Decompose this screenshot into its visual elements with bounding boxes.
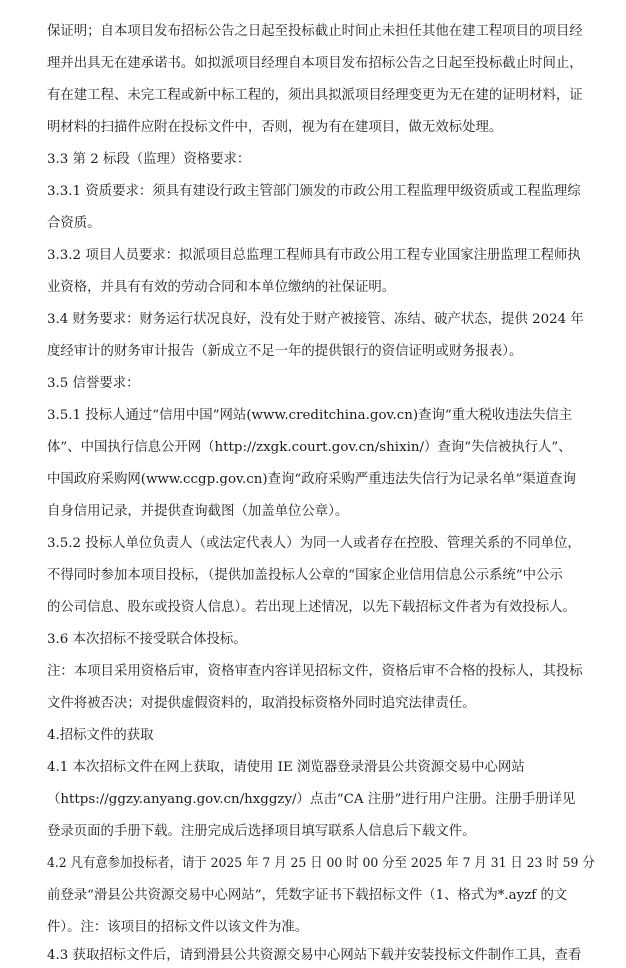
text-line: 3.3.2 项目人员要求：拟派项目总监理工程师具有市政公用工程专业国家注册监理工程师执 xyxy=(47,248,581,263)
note-line: 注：本项目采用资格后审，资格审查内容详见招标文件，资格后审不合格的投标人，其投标 xyxy=(47,664,583,679)
text-line: 中国政府采购网(www.ccgp.gov.cn)查询“政府采购严重违法失信行为记录名单”渠道查询 xyxy=(47,472,576,487)
text-line: 合资质。 xyxy=(47,216,101,231)
text-line: 前登录“滑县公共资源交易中心网站”，凭数字证书下载招标文件（1、格式为*.ayzf 的文 xyxy=(47,888,568,903)
url-line: （https://ggzy.anyang.gov.cn/hxggzy/）点击“CA 注册”进行用户注册。注册手册详见 xyxy=(47,792,576,807)
text-line: 不得同时参加本项目投标，（提供加盖投标人公章的“国家企业信用信息公示系统”中公示 xyxy=(47,568,563,583)
text-line: 保证明；自本项目发布招标公告之日起至投标截止时间止未担任其他在建工程项目的项目经 xyxy=(47,24,583,39)
note-line: 文件将被否决；对提供虚假资料的，取消投标资格外同时追究法律责任。 xyxy=(47,696,476,711)
text-line: 件）。注：该项目的招标文件以该文件为准。 xyxy=(47,920,309,935)
text-line: 业资格，并具有有效的劳动合同和本单位缴纳的社保证明。 xyxy=(47,280,396,295)
section-heading: 3.5 信誉要求： xyxy=(47,376,140,391)
text-line: 自身信用记录，并提供查询截图（加盖单位公章）。 xyxy=(47,504,349,519)
text-line: 3.5.2 投标人单位负责人（或法定代表人）为同一人或者存在控股、管理关系的不同单位， xyxy=(47,536,581,551)
text-line: 理并出具无在建承诺书。如拟派项目经理自本项目发布招标公告之日起至投标截止时间止， xyxy=(47,56,583,71)
text-line: 3.5.1 投标人通过“信用中国”网站(www.creditchina.gov.cn)查询“重大税收违法失信主 xyxy=(47,408,573,423)
text-line: 有在建工程、未完工程或新中标工程的，须出具拟派项目经理变更为无在建的证明材料，证 xyxy=(47,88,583,103)
text-line: 登录页面的手册下载。注册完成后选择项目填写联系人信息后下载文件。 xyxy=(47,824,476,839)
text-line: 3.6 本次招标不接受联合体投标。 xyxy=(47,632,247,647)
text-line: 的公司信息、股东或投资人信息）。若出现上述情况，以先下载招标文件者为有效投标人。 xyxy=(47,600,576,615)
text-line: 3.3.1 资质要求：须具有建设行政主管部门颁发的市政公用工程监理甲级资质或工程监理综 xyxy=(47,184,581,199)
section-heading: 4.招标文件的获取 xyxy=(47,728,154,743)
text-line: 4.1 本次招标文件在网上获取，请使用 IE 浏览器登录滑县公共资源交易中心网站 xyxy=(47,760,525,775)
text-line: 4.2 凡有意参加投标者，请于 2025 年 7 月 25 日 00 时 00 分至 2025 年 7 月 31 日 23 时 59 分 xyxy=(47,856,595,871)
text-line: 度经审计的财务审计报告（新成立不足一年的提供银行的资信证明或财务报表）。 xyxy=(47,344,523,359)
text-line: 体”、中国执行信息公开网（http://zxgk.court.gov.cn/shixin/）查询“失信被执行人”、 xyxy=(47,440,572,455)
text-line: 3.4 财务要求：财务运行状况良好，没有处于财产被接管、冻结、破产状态，提供 2024 年 xyxy=(47,312,584,327)
text-line: 明材料的扫描件应附在投标文件中，否则，视为有在建项目，做无效标处理。 xyxy=(47,120,503,135)
section-heading: 3.3 第 2 标段（监理）资格要求： xyxy=(47,152,251,167)
text-line: 4.3 获取招标文件后，请到滑县公共资源交易中心网站下载并安装投标文件制作工具，查看 xyxy=(47,948,582,963)
